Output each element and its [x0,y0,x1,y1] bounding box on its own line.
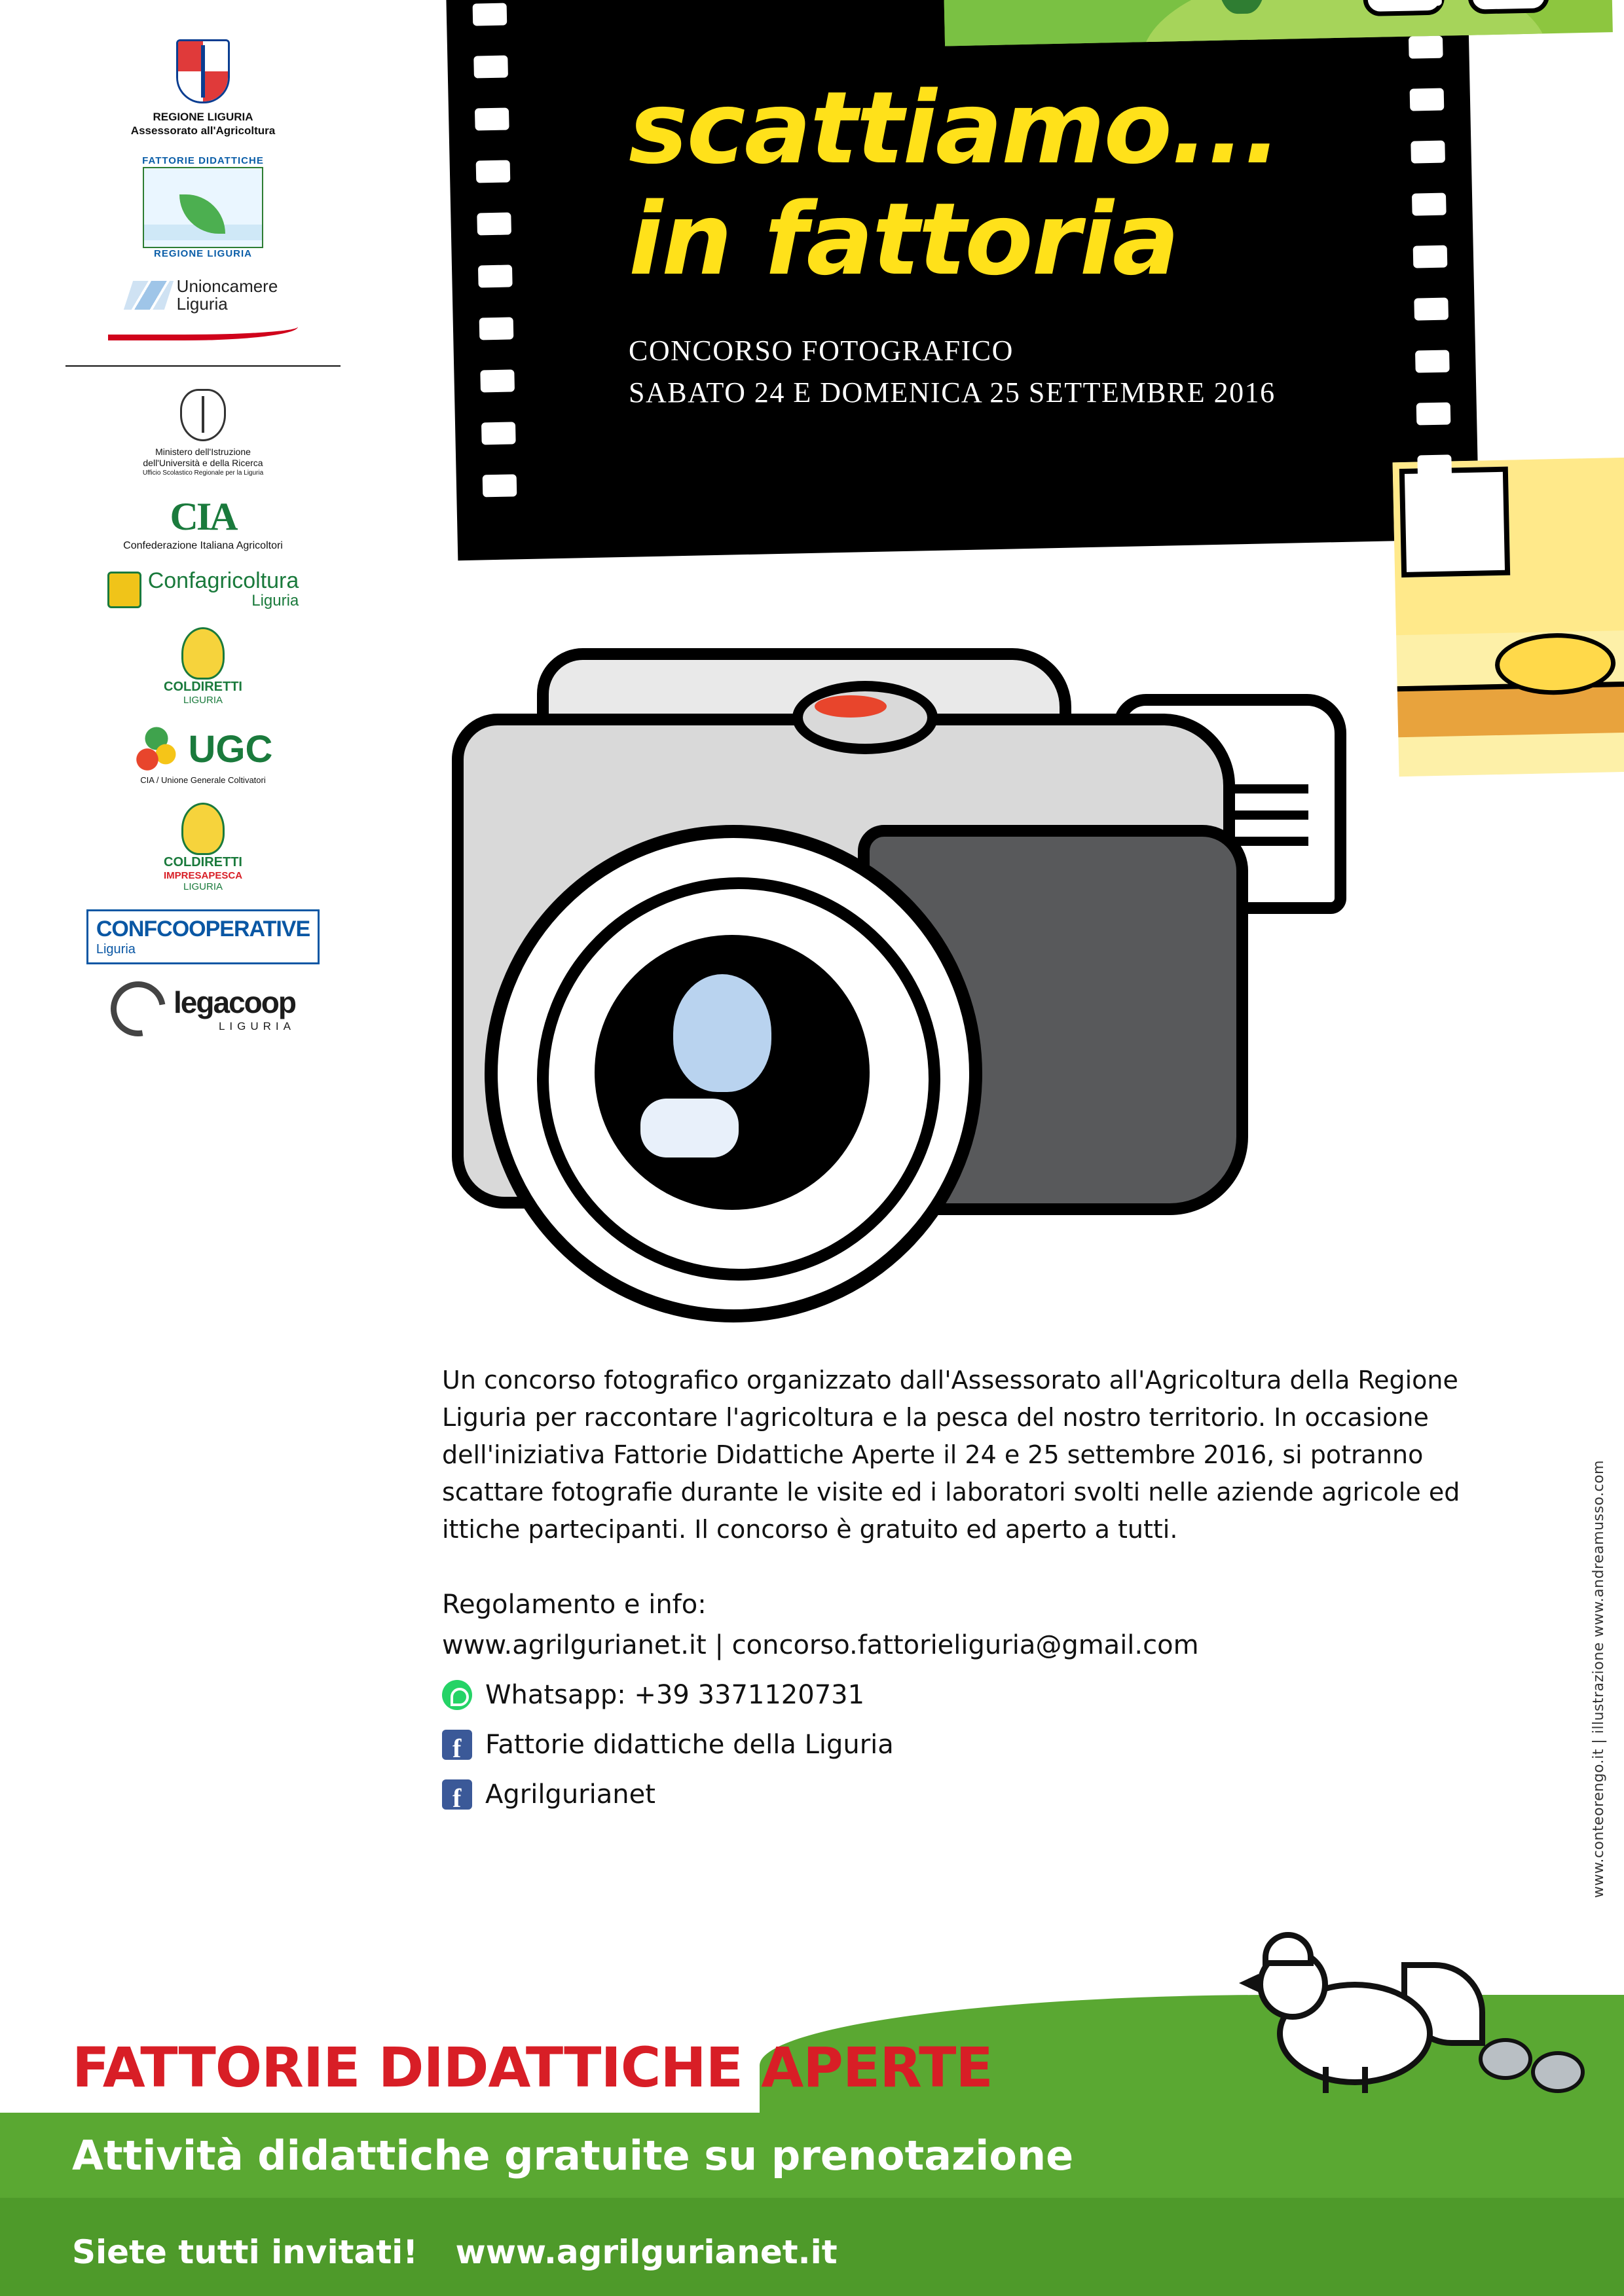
logo-confcooperative-label-1: CONFCOOPERATIVE [96,917,310,942]
fattorie-didattiche-mark-icon [143,167,263,248]
logo-confagricoltura-label-2: Liguria [251,592,299,610]
description-paragraph: Un concorso fotografico organizzato dall'Assessorato all'Agricoltura della Regione Liguria per raccontare l'agricoltura e la pesca del nostro territorio. In occasione dell'iniziativa Fattorie Didattiche Aperte il 24 e 25 settembre 2016, si potranno scattare fotografie durante le visite ed i laboratori svolti nelle aziende agricole ed ittiche partecipanti. Il concorso è gratuito ed aperto a tutti. [442,1366,1460,1544]
camera-illustration [373,563,1395,1388]
facebook-icon [442,1730,472,1760]
impresapesca-flame-icon [181,803,225,855]
footer-invite-row [72,2233,838,2271]
footer-title: FATTORIE DIDATTICHE APERTE [72,2035,993,2100]
contact-facebook-fattorie-label: Fattorie didattiche della Liguria [485,1730,894,1760]
sponsor-logo-column [39,39,367,1053]
logo-divider [65,365,341,367]
logo-coldiretti-impresapesca [39,803,367,892]
logo-regione-liguria [39,39,367,138]
logo-fattorie-didattiche-label-top: FATTORIE DIDATTICHE [142,155,264,166]
coldiretti-flame-icon [181,627,225,680]
logo-impresapesca-label-2: IMPRESAPESCA [164,870,243,882]
poster-title-line-1: scattiamo... [629,70,1281,186]
regione-liguria-shield-icon [176,39,230,103]
logo-confcooperative-label-2: Liguria [96,942,136,957]
contact-whatsapp-label: Whatsapp: +39 3371120731 [485,1680,865,1710]
credits-vertical-text: www.conteorengo.it | illustrazione www.andreamusso.com [1591,1460,1607,1899]
contact-facebook-fattorie[interactable] [442,1724,1464,1765]
logo-miur [39,389,367,478]
footer-url[interactable]: www.agrilgurianet.it [455,2233,838,2271]
logo-confagricoltura-label-1: Confagricoltura [147,568,299,594]
logo-miur-label-2: dell'Università e della Ricerca [143,458,263,469]
cia-mark-icon: CIA [170,495,236,539]
logo-miur-label-3: Ufficio Scolastico Regionale per la Liguria [142,469,264,477]
website-email-line[interactable]: www.agrilgurianet.it | concorso.fattorieliguria@gmail.com [442,1630,1199,1660]
facebook-icon [442,1779,472,1810]
logo-legacoop-label-2: LIGURIA [218,1020,295,1033]
unioncamere-swoosh-icon [108,318,298,340]
hen-illustration [1251,1936,1473,2100]
logo-ugc [39,723,367,786]
contact-whatsapp[interactable] [442,1675,1464,1715]
film-photo-kitchen [1393,454,1624,776]
poster-subtitle-line-2: SABATO 24 E DOMENICA 25 SETTEMBRE 2016 [629,376,1276,409]
contact-facebook-agrilgurianet-label: Agrilgurianet [485,1779,655,1810]
logo-fattorie-didattiche [39,155,367,261]
poster-title-line-2: in fattoria [629,181,1179,297]
logo-coldiretti [39,627,367,706]
confagricoltura-mark-icon [107,572,141,608]
logo-regione-liguria-label-2: Assessorato all'Agricoltura [130,124,276,137]
logo-impresapesca-label-1: COLDIRETTI [164,855,242,870]
logo-fattorie-didattiche-label-bottom: REGIONE LIGURIA [153,248,252,260]
whatsapp-icon [442,1680,472,1710]
logo-confcooperative [39,909,367,964]
logo-miur-label-1: Ministero dell'Istruzione [155,446,251,457]
footer-band [0,2014,1624,2296]
logo-unioncamere-label-1: Unioncamere [176,276,278,296]
legacoop-swirl-icon [100,971,177,1048]
logo-coldiretti-label-2: LIGURIA [183,695,223,706]
footer-invite-text: Siete tutti invitati! [72,2233,418,2271]
contact-facebook-agrilgurianet[interactable] [442,1774,1464,1815]
logo-impresapesca-label-3: LIGURIA [183,881,223,893]
unioncamere-bars-icon [124,281,174,310]
footer-subtitle: Attività didattiche gratuite su prenotazione [72,2132,1074,2179]
logo-legacoop-label-1: legacoop [174,985,295,1020]
film-photo-countryside [943,0,1613,46]
logo-ugc-mark: UGC [188,727,273,771]
logo-unioncamere-label-2: Liguria [176,294,228,314]
camera-lens [485,825,982,1322]
logo-cia [39,494,367,553]
logo-regione-liguria-label-1: REGIONE LIGURIA [153,111,253,123]
ugc-leaves-icon [134,723,179,775]
logo-legacoop [39,981,367,1036]
logo-cia-label: Confederazione Italiana Agricoltori [123,540,283,552]
logo-unioncamere-liguria [39,278,367,340]
regolamento-label: Regolamento e info: [442,1590,707,1620]
poster-title-block [629,70,1362,414]
logo-ugc-label: CIA / Unione Generale Coltivatori [140,775,266,786]
logo-confagricoltura [39,570,367,610]
camera-shutter-button [792,681,938,754]
logo-coldiretti-label-1: COLDIRETTI [164,680,242,695]
info-block [442,1584,1464,1815]
poster-subtitle-line-1: CONCORSO FOTOGRAFICO [629,335,1014,367]
miur-emblem-icon [180,389,226,441]
poster-subtitle [629,330,1362,414]
